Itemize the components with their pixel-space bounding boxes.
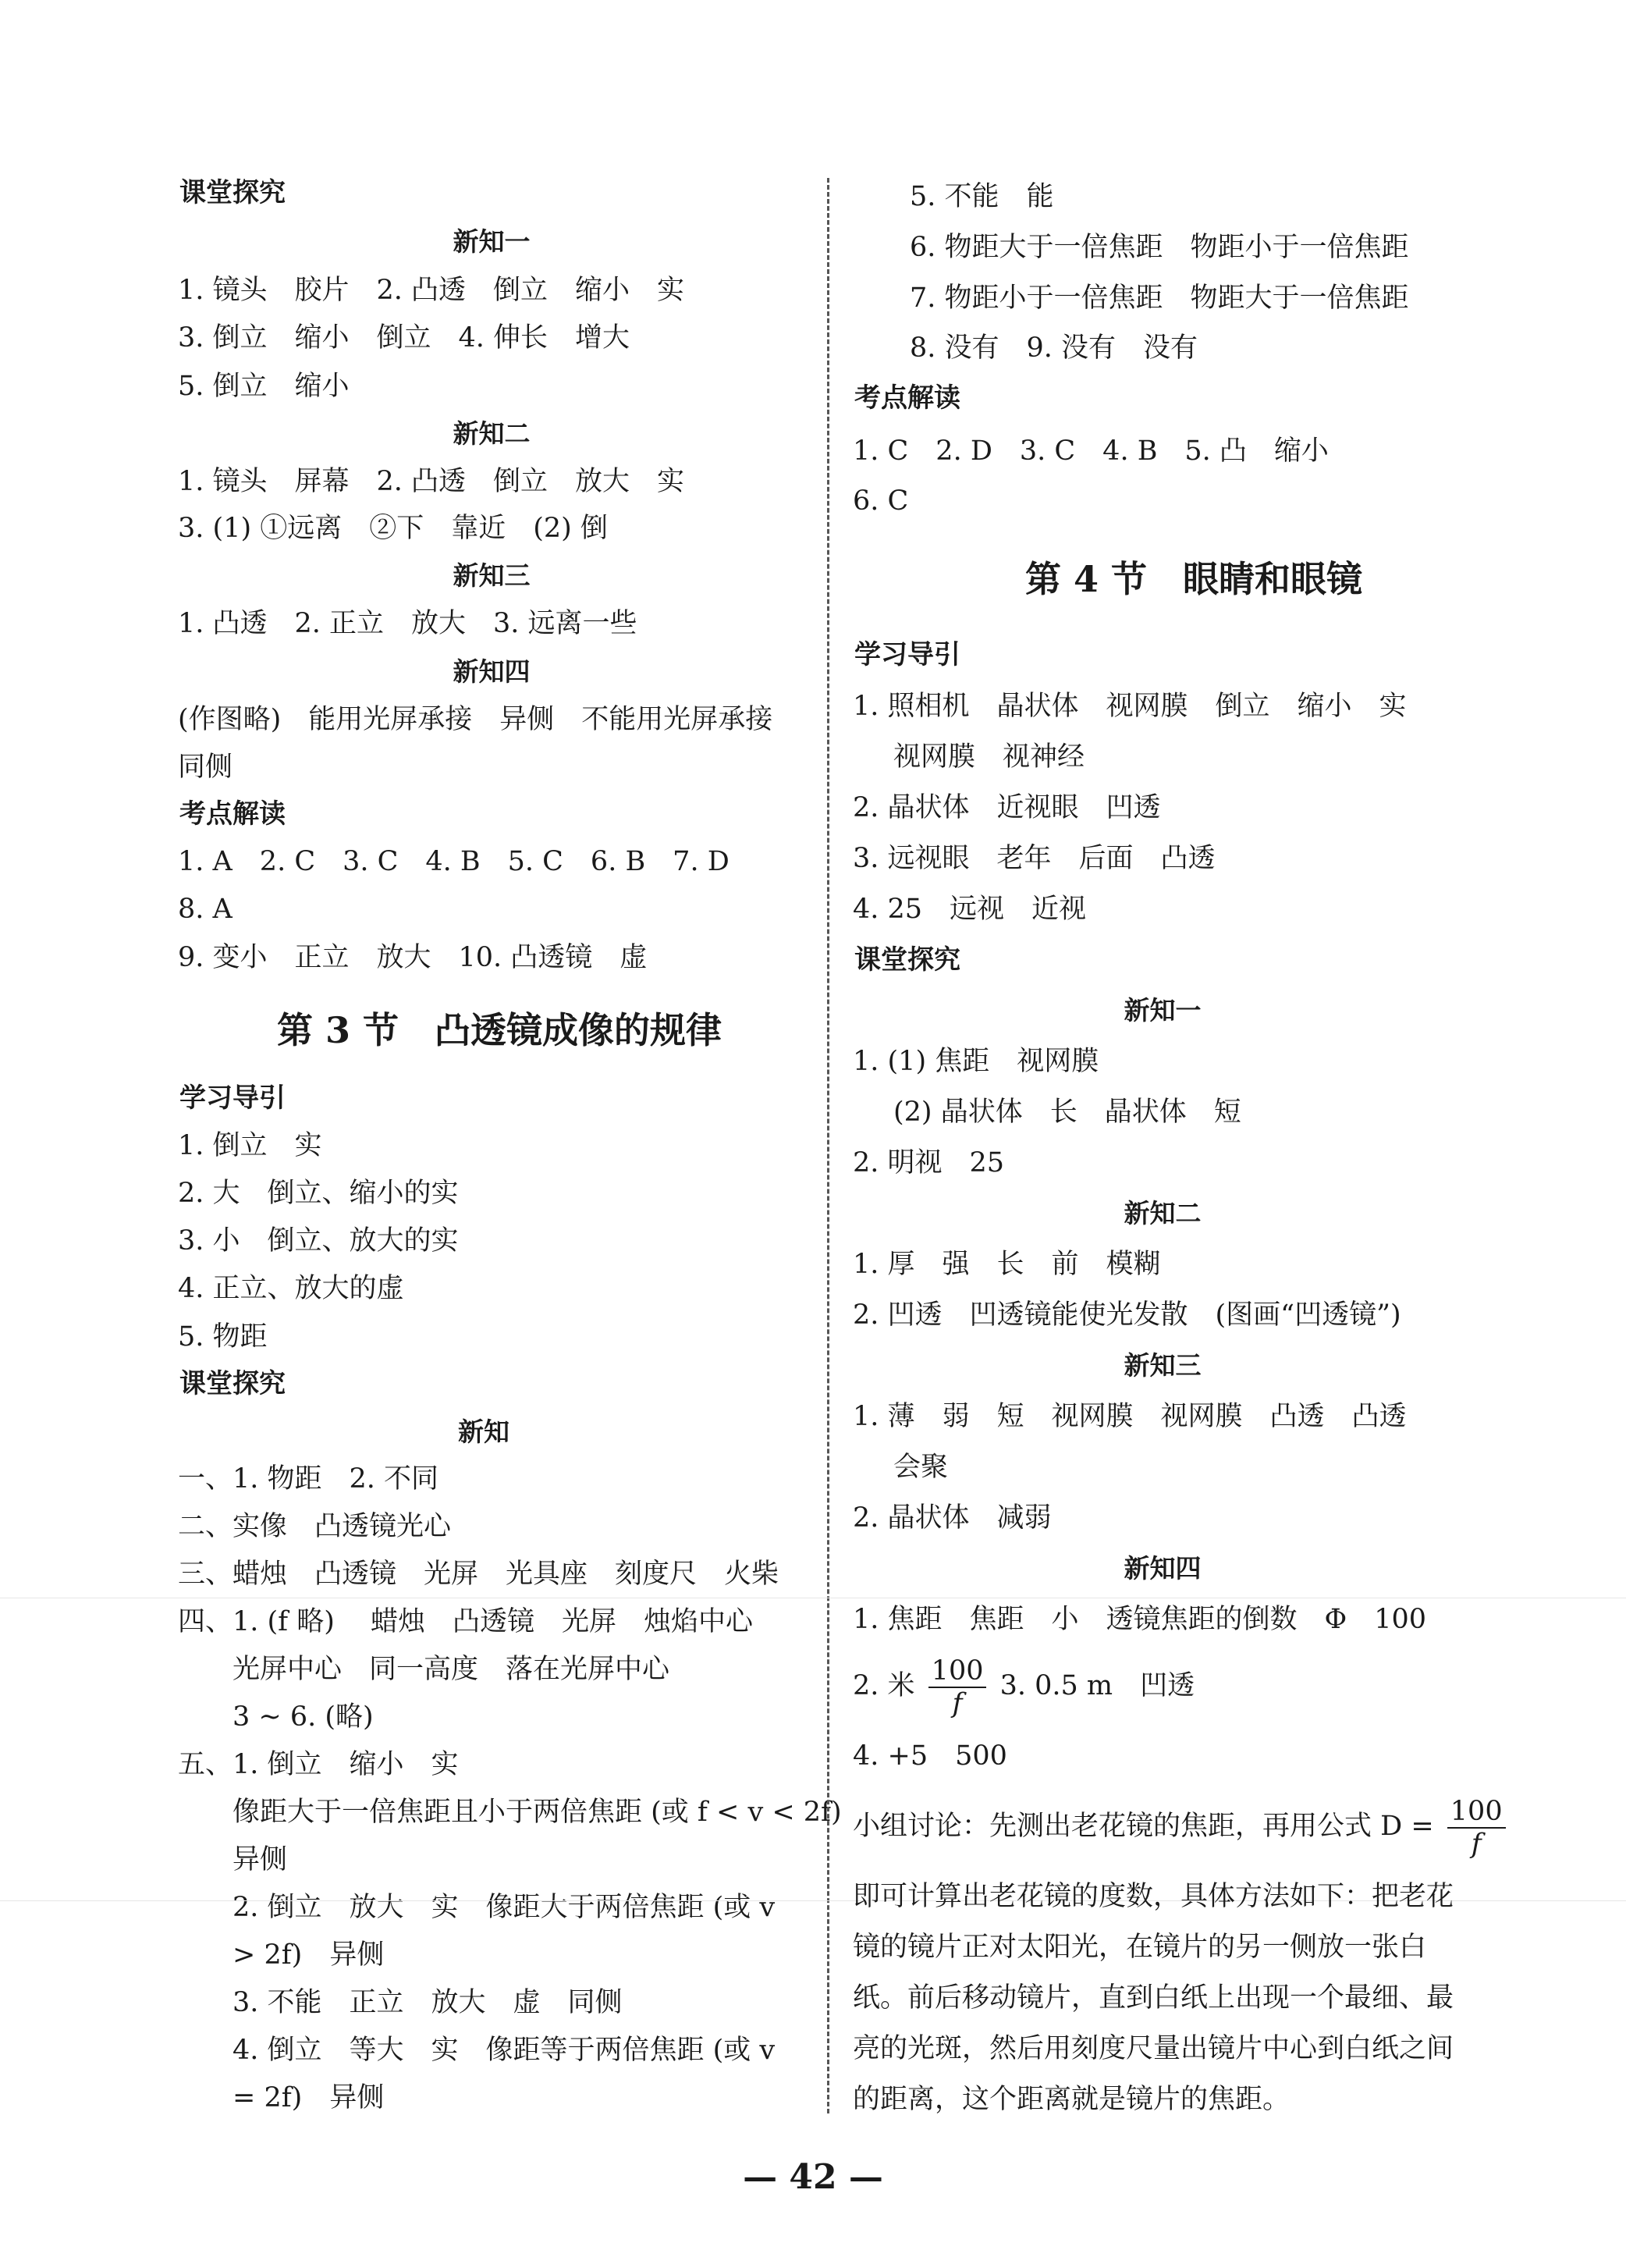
answer-line: 7. 物距小于一倍焦距 物距大于一倍焦距 — [910, 283, 1409, 314]
answer-line: 3. 小 倒立、放大的实 — [178, 1225, 459, 1257]
answer-line: 异侧 — [233, 1844, 288, 1875]
answer-line: 5. 倒立 缩小 — [178, 371, 350, 402]
answer-line: 4. +5 500 — [853, 1740, 1007, 1772]
section-heading-classroom-2: 课堂探究 — [179, 1368, 286, 1399]
answer-line: 4. 25 远视 近视 — [853, 894, 1087, 925]
section-heading-exam: 考点解读 — [854, 382, 960, 414]
answer-line: 5. 物距 — [178, 1321, 268, 1353]
answer-line: 1. 照相机 晶状体 视网膜 倒立 缩小 实 — [853, 691, 1407, 722]
answer-line: 1. 倒立 实 — [178, 1130, 322, 1161]
answer-line: 5. 不能 能 — [910, 181, 1054, 212]
page-number: — 42 — — [743, 2157, 883, 2197]
subheading-xinzhi: 新知 — [458, 1417, 509, 1447]
answer-line: (作图略) 能用光屏承接 异侧 不能用光屏承接 — [178, 704, 773, 735]
section-heading-guide: 学习导引 — [854, 639, 960, 670]
answer-line: 2. 明视 25 — [853, 1147, 1005, 1178]
section-heading-exam: 考点解读 — [179, 798, 286, 830]
answer-line: 三、蜡烛 凸透镜 光屏 光具座 刻度尺 火柴 — [178, 1559, 779, 1590]
section-heading-classroom: 课堂探究 — [854, 944, 960, 976]
answer-line: 2. 倒立 放大 实 像距大于两倍焦距 (或 v — [233, 1892, 776, 1923]
subheading-xinzhi-2: 新知二 — [453, 418, 531, 449]
fraction-numerator: 100 — [928, 1655, 987, 1688]
section-title-4: 第 4 节 眼睛和眼镜 — [1024, 558, 1363, 600]
answer-line: 8. A — [178, 894, 233, 925]
fraction-denominator: f — [1471, 1828, 1482, 1860]
answer-line: 6. 物距大于一倍焦距 物距小于一倍焦距 — [910, 232, 1409, 263]
discussion-line: 镜的镜片正对太阳光，在镜片的另一侧放一张白 — [853, 1932, 1427, 1963]
answer-line: > 2f) 异侧 — [233, 1939, 385, 1971]
answer-line: 四、1. (f 略) 蜡烛 凸透镜 光屏 烛焰中心 — [178, 1606, 754, 1637]
answer-line: 2. 大 倒立、缩小的实 — [178, 1178, 459, 1209]
answer-line: 3. 倒立 缩小 倒立 4. 伸长 增大 — [178, 322, 630, 354]
subheading-xinzhi-4: 新知四 — [453, 656, 531, 687]
answer-line: 3. (1) ①远离 ②下 靠近 (2) 倒 — [178, 513, 608, 544]
subheading-xinzhi-4: 新知四 — [1124, 1553, 1202, 1584]
answer-line: 视网膜 视神经 — [893, 741, 1085, 773]
discussion-line: 纸。前后移动镜片，直到白纸上出现一个最细、最 — [853, 1982, 1454, 2014]
answer-line: 2. 晶状体 近视眼 凹透 — [853, 792, 1161, 823]
answer-line: = 2f) 异侧 — [233, 2082, 385, 2113]
subheading-xinzhi-2: 新知二 — [1124, 1198, 1202, 1228]
answer-line: 3. 不能 正立 放大 虚 同侧 — [233, 1987, 623, 2018]
answer-line: 1. 薄 弱 短 视网膜 视网膜 凸透 凸透 — [853, 1401, 1407, 1432]
answer-line: 会聚 — [893, 1452, 949, 1483]
formula-fraction — [1447, 1796, 1506, 1860]
subheading-xinzhi-3: 新知三 — [453, 560, 531, 591]
answer-line: 2. 凹透 凹透镜能使光发散 (图画“凹透镜”) — [853, 1299, 1401, 1331]
fraction-numerator: 100 — [1447, 1796, 1506, 1829]
discussion-text: 小组讨论：先测出老花镜的焦距，再用公式 D = — [853, 1811, 1434, 1842]
answer-line: 4. 倒立 等大 实 像距等于两倍焦距 (或 v — [233, 2035, 776, 2066]
subheading-xinzhi-3: 新知三 — [1124, 1350, 1202, 1381]
answer-line: 1. A 2. C 3. C 4. B 5. C 6. B 7. D — [178, 846, 730, 877]
fraction-100-over-f — [928, 1655, 987, 1719]
answer-line: 1. 镜头 胶片 2. 凸透 倒立 缩小 实 — [178, 275, 685, 306]
subheading-xinzhi-1: 新知一 — [453, 226, 531, 257]
answer-line: 3. 远视眼 老年 后面 凸透 — [853, 843, 1216, 874]
answer-line: 像距大于一倍焦距且小于两倍焦距 (或 f < v < 2f) — [233, 1797, 842, 1828]
section-heading-guide: 学习导引 — [179, 1082, 286, 1114]
answer-text: 2. 米 — [853, 1670, 915, 1701]
answer-line: 1. 厚 强 长 前 模糊 — [853, 1249, 1161, 1280]
discussion-line: 即可计算出老花镜的度数，具体方法如下：把老花 — [853, 1881, 1454, 1912]
section-heading-classroom: 课堂探究 — [179, 177, 286, 208]
fraction-denominator: f — [952, 1687, 963, 1719]
answer-line: 2. 晶状体 减弱 — [853, 1502, 1052, 1534]
column-divider — [827, 178, 829, 2113]
discussion-line: 亮的光斑，然后用刻度尺量出镜片中心到白纸之间 — [853, 2033, 1454, 2064]
answer-line: 同侧 — [178, 752, 233, 783]
discussion-line: 的距离，这个距离就是镜片的焦距。 — [853, 2084, 1291, 2115]
answer-line: 8. 没有 9. 没有 没有 — [910, 332, 1198, 364]
answer-line: 1. 镜头 屏幕 2. 凸透 倒立 放大 实 — [178, 466, 685, 497]
answer-line: 1. 凸透 2. 正立 放大 3. 远离一些 — [178, 608, 637, 639]
subheading-xinzhi-1: 新知一 — [1124, 995, 1202, 1026]
answer-line: 3 ~ 6. (略) — [233, 1701, 374, 1733]
answer-line: 一、1. 物距 2. 不同 — [178, 1463, 439, 1495]
answer-line: 二、实像 凸透镜光心 — [178, 1511, 452, 1542]
answer-line: (2) 晶状体 长 晶状体 短 — [893, 1097, 1241, 1128]
answer-line: 1. (1) 焦距 视网膜 — [853, 1046, 1099, 1077]
answer-text: 3. 0.5 m 凹透 — [999, 1670, 1195, 1701]
answer-line: 1. C 2. D 3. C 4. B 5. 凸 缩小 — [853, 435, 1329, 467]
answer-line: 五、1. 倒立 缩小 实 — [178, 1749, 459, 1780]
answer-line: 光屏中心 同一高度 落在光屏中心 — [233, 1654, 670, 1685]
answer-line: 6. C — [853, 485, 909, 517]
answer-line: 1. 焦距 焦距 小 透镜焦距的倒数 Φ 100 — [853, 1604, 1427, 1635]
section-title-3: 第 3 节 凸透镜成像的规律 — [276, 1009, 722, 1051]
answer-line: 9. 变小 正立 放大 10. 凸透镜 虚 — [178, 942, 648, 973]
answer-line-with-fraction — [853, 1651, 1195, 1721]
discussion-line-with-formula — [853, 1791, 1511, 1861]
answer-line: 4. 正立、放大的虚 — [178, 1273, 404, 1304]
